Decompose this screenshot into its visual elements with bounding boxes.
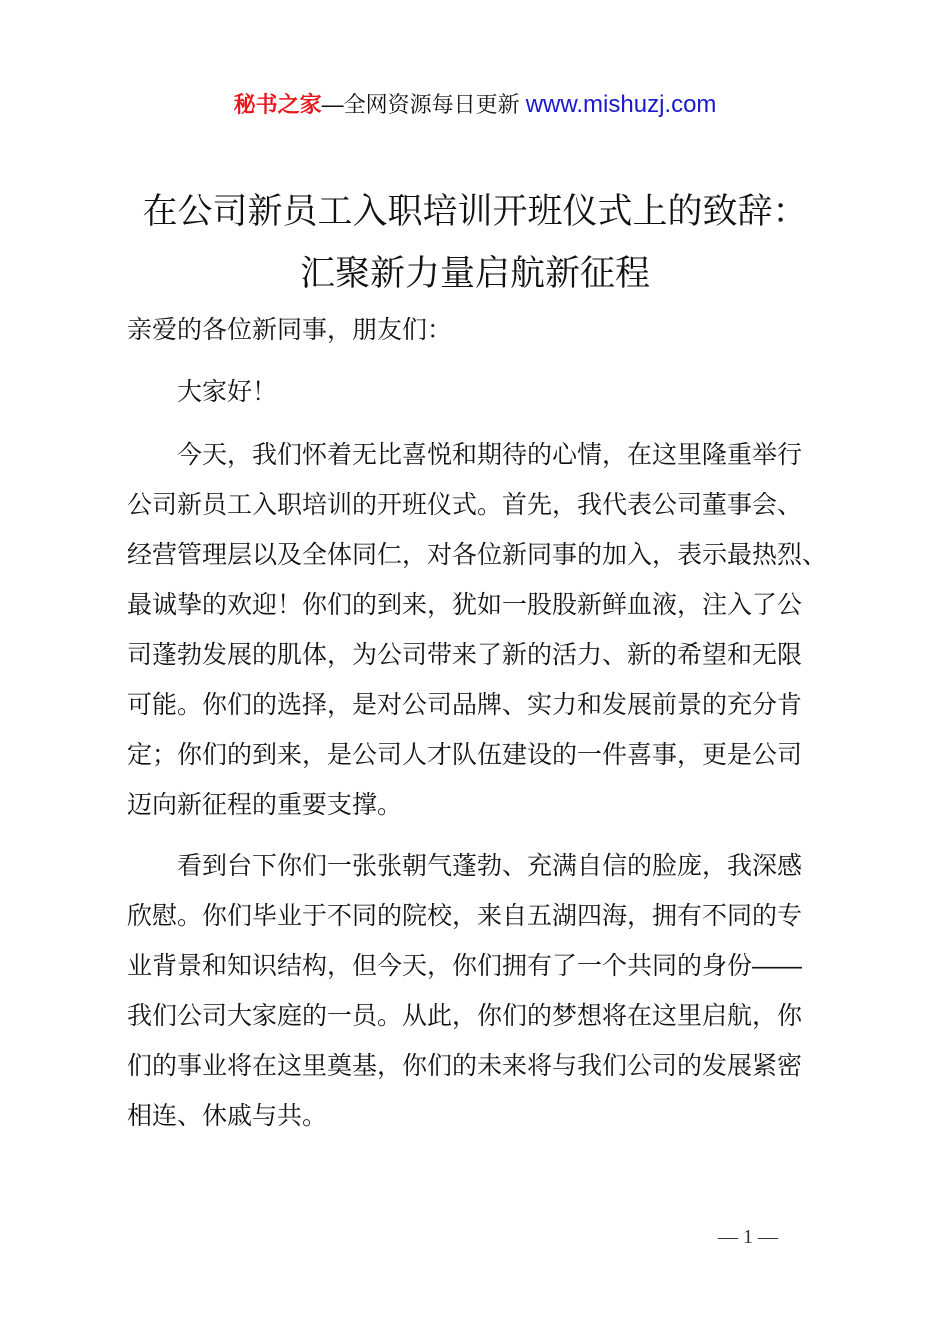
text-line: 我们公司大家庭的一员。从此，你们的梦想将在这里启航，你 (127, 1002, 803, 1030)
site-url-link[interactable]: www.mishuzj.com (525, 91, 717, 118)
text-line: 可能。你们的选择，是对公司品牌、实力和发展前景的充分肯 (127, 691, 803, 719)
text-line: 司蓬勃发展的肌体，为公司带来了新的活力、新的希望和无限 (127, 641, 803, 669)
text-line: 今天，我们怀着无比喜悦和期待的心情，在这里隆重举行 (177, 441, 803, 469)
brand-name: 秘书之家 (233, 92, 322, 117)
text-line: 最诚挚的欢迎！你们的到来，犹如一股股新鲜血液，注入了公 (127, 591, 803, 619)
header-tagline: —全网资源每日更新 (321, 92, 520, 117)
site-header (0, 88, 950, 119)
text-line: 经营管理层以及全体同仁，对各位新同事的加入，表示最热烈、 (127, 541, 828, 569)
text-line: 迈向新征程的重要支撑。 (127, 791, 403, 819)
salutation: 亲爱的各位新同事，朋友们： (127, 316, 453, 344)
document-title-line-1: 在公司新员工入职培训开班仪式上的致辞： (142, 192, 808, 231)
text-line: 业背景和知识结构，但今天，你们拥有了一个共同的身份—— (127, 952, 803, 980)
page-number: — 1 — (718, 1226, 778, 1248)
text-line: 看到台下你们一张张朝气蓬勃、充满自信的脸庞，我深感 (177, 852, 803, 880)
text-line: 定；你们的到来，是公司人才队伍建设的一件喜事，更是公司 (127, 741, 803, 769)
greeting: 大家好！ (177, 378, 278, 406)
text-line: 欣慰。你们毕业于不同的院校，来自五湖四海，拥有不同的专 (127, 902, 803, 930)
text-line: 们的事业将在这里奠基，你们的未来将与我们公司的发展紧密 (127, 1052, 803, 1080)
document-title-line-2: 汇聚新力量启航新征程 (299, 254, 650, 293)
text-line: 相连、休戚与共。 (127, 1102, 328, 1130)
text-line: 公司新员工入职培训的开班仪式。首先，我代表公司董事会、 (127, 491, 803, 519)
